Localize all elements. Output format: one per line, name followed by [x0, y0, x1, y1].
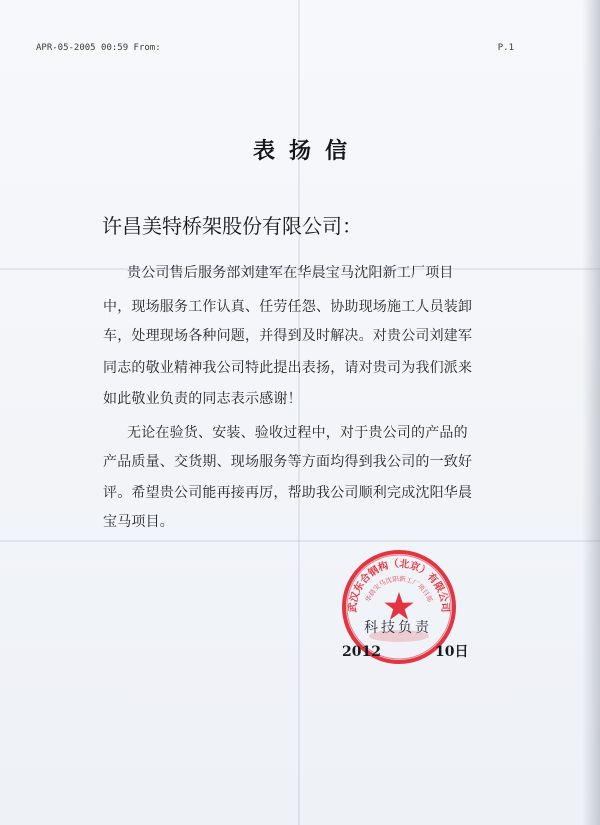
paper-fold-line [298, 0, 300, 825]
body-line: 评。希望贵公司能再接再厉，帮助我公司顺利完成沈阳华晨 [103, 485, 473, 501]
letter-salutation: 许昌美特桥架股份有限公司： [102, 214, 362, 238]
body-line: 产品质量、交货期、现场服务等方面均得到我公司的一致好 [103, 454, 473, 470]
letter-date [342, 641, 468, 661]
svg-text:武汉东合钢构（北京）有限公司: 武汉东合钢构（北京）有限公司 [347, 558, 451, 613]
date-year: 2012 [342, 644, 381, 660]
body-line: 贵公司售后服务部刘建军在华晨宝马沈阳新工厂项目 [127, 265, 454, 281]
paper-fold-line [0, 540, 600, 542]
fax-timestamp: APR-05-2005 00:59 From: [36, 43, 161, 53]
signature-label: 科技负责 [364, 620, 432, 636]
date-day: 10日 [434, 644, 469, 660]
body-line: 中，现场服务工作认真、任劳任怨、协助现场施工人员装卸 [103, 299, 473, 315]
letter-title: 表扬信 [252, 138, 361, 164]
body-line: 同志的敬业精神我公司特此提出表扬，请对贵司为我们派来 [103, 360, 473, 376]
body-line: 车，处理现场各种问题，并得到及时解决。对贵公司刘建军 [103, 328, 473, 344]
body-line: 无论在验货、安装、验收过程中，对于贵公司的产品的 [127, 425, 468, 441]
fax-page-number: P.1 [497, 43, 514, 53]
svg-text:华晨宝马沈阳新工厂项目部: 华晨宝马沈阳新工厂项目部 [363, 574, 435, 604]
body-line: 如此敬业负责的同志表示感谢！ [103, 391, 302, 407]
body-line: 宝马项目。 [103, 514, 174, 530]
paper-edge-shadow [582, 0, 600, 825]
